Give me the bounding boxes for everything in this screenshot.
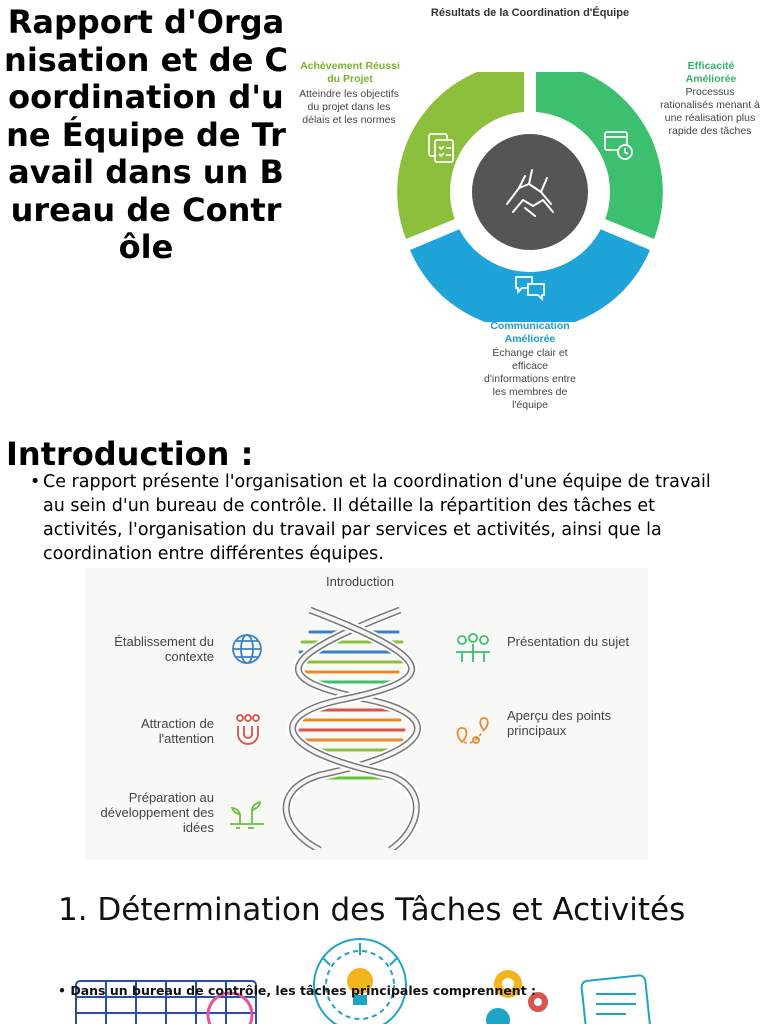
segment-desc-efficiency: Processus rationalisés menant à une réalisation plus rapide des tâches <box>660 86 760 137</box>
introduction-text: Ce rapport présente l'organisation et la coordination d'une équipe de travail au sein d'un bureau de contrôle. Il détaille la répartition des tâches et activités, l'organisation du travail par services et activités, ainsi que la coordination entre différentes équipes. <box>43 472 711 564</box>
dna-item-subject: Présentation du sujet <box>507 634 630 649</box>
seedling-icon <box>226 796 268 830</box>
team-icon <box>452 632 494 666</box>
lightbulb-illustration <box>300 935 420 1024</box>
segment-desc-communication: Échange clair et efficace d'informations entre les membres de l'équipe <box>484 347 576 411</box>
dna-item-context: Établissement du contexte <box>114 634 214 664</box>
document-title: Rapport d'Organisation et de Coordination d'une Équipe de Travail dans un Bureau de Contrôle <box>4 3 288 266</box>
center-circle <box>472 134 588 250</box>
section1-bullet: • Dans un bureau de contrôle, les tâches principales comprennent : <box>58 983 537 998</box>
section1-bullet-text: Dans un bureau de contrôle, les tâches principales comprennent : <box>70 983 537 998</box>
section1-heading: 1. Détermination des Tâches et Activités <box>58 892 686 928</box>
cycle-diagram <box>395 72 665 322</box>
dna-helix <box>280 600 430 850</box>
magnet-people-icon <box>228 712 268 748</box>
cycle-diagram-title: Résultats de la Coordination d'Équipe <box>430 7 630 19</box>
segment-label-efficiency: Efficacité Améliorée <box>685 60 737 85</box>
segment-label-project: Achèvement Réussi du Projet <box>300 60 400 85</box>
map-pins-icon <box>452 712 496 748</box>
dna-item-overview: Aperçu des points principaux <box>507 708 612 738</box>
segment-label-communication: Communication Améliorée <box>490 320 570 345</box>
segment-desc-project: Atteindre les objectifs du projet dans les délais et les normes <box>299 88 399 126</box>
introduction-paragraph <box>30 470 730 566</box>
dna-diagram-title: Introduction <box>326 574 394 589</box>
introduction-heading: Introduction : <box>6 435 254 473</box>
bullet-dot: • <box>30 472 41 492</box>
dna-item-ideas: Préparation au développement des idées <box>100 790 214 835</box>
document-illustration <box>576 972 676 1024</box>
globe-icon <box>226 632 268 666</box>
dna-item-attention: Attraction de l'attention <box>141 716 214 746</box>
